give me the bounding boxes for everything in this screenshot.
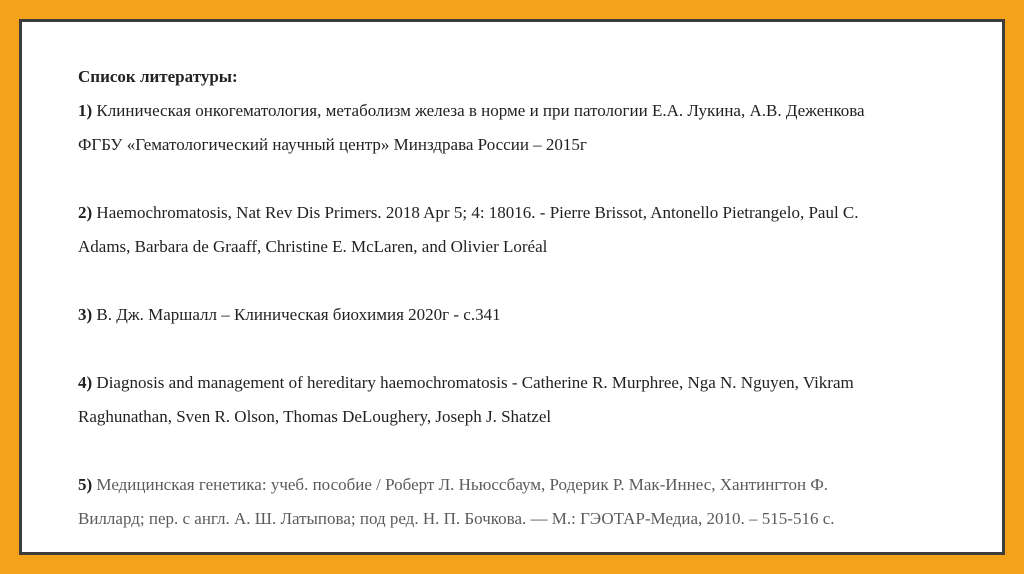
slide [19, 19, 1005, 555]
references-title: Список литературы: [78, 67, 238, 86]
references-block [78, 60, 988, 570]
reference-text: Клиническая онкогематология, метаболизм железа в норме и при патологии Е.А. Лукина, А.В. Деженкова [92, 101, 865, 120]
reference-item-2 [78, 196, 988, 264]
reference-text: Raghunathan, Sven R. Olson, Thomas DeLoughery, Joseph J. Shatzel [78, 407, 552, 426]
reference-line [78, 468, 988, 502]
reference-line [78, 298, 988, 332]
reference-number: 2) [78, 203, 93, 222]
reference-number: 4) [78, 373, 93, 392]
reference-item-3 [78, 298, 988, 332]
reference-text: Adams, Barbara de Graaff, Christine E. McLaren, and Olivier Loréal [78, 237, 548, 256]
reference-line [78, 94, 988, 128]
reference-item-5 [78, 468, 988, 536]
reference-text: Виллард; пер. с англ. А. Ш. Латыпова; под ред. Н. П. Бочкова. — М.: ГЭОТАР-Медиа, 2010. – 515-516 с. [78, 509, 835, 528]
reference-line [78, 366, 988, 400]
reference-number: 5) [78, 475, 93, 494]
reference-line [78, 196, 988, 230]
reference-text: Haemochromatosis, Nat Rev Dis Primers. 2018 Apr 5; 4: 18016. - Pierre Brissot, Antonello Pietrangelo, Paul C. [92, 203, 859, 222]
reference-number: 3) [78, 305, 93, 324]
reference-text: ФГБУ «Гематологический научный центр» Минздрава России – 2015г [78, 135, 587, 154]
reference-item-4 [78, 366, 988, 434]
reference-text: В. Дж. Маршалл – Клиническая биохимия 2020г - с.341 [92, 305, 501, 324]
reference-text: Diagnosis and management of hereditary haemochromatosis - Catherine R. Murphree, Nga N. Nguyen, Vikram [92, 373, 854, 392]
reference-text: Медицинская генетика: учеб. пособие / Роберт Л. Ньюссбаум, Родерик Р. Мак-Иннес, Хантингтон Ф. [92, 475, 829, 494]
reference-item-1 [78, 94, 988, 162]
reference-number: 1) [78, 101, 93, 120]
